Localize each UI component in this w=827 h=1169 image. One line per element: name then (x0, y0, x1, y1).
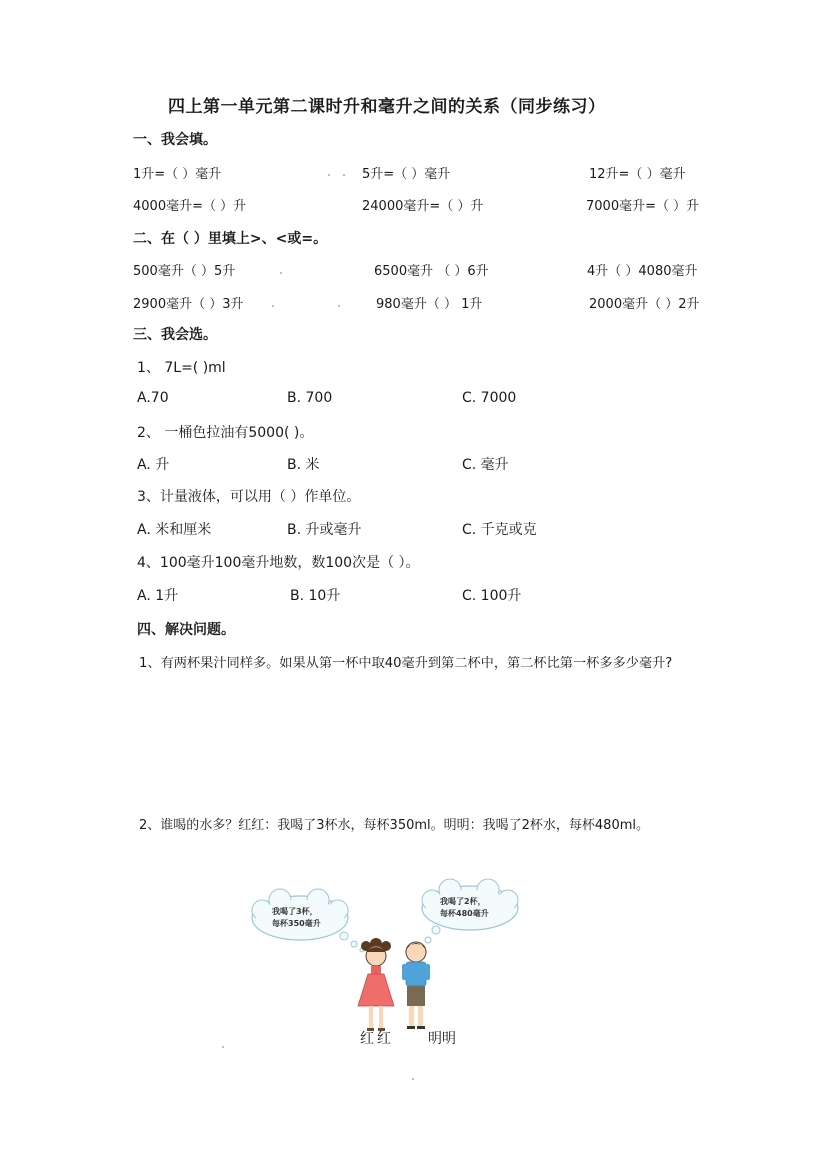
left-bubble-line-2: 每杯350毫升 (272, 919, 321, 928)
right-thought-bubble (420, 879, 518, 950)
compare-item: 2900毫升（ ）3升 (133, 297, 244, 312)
fill-item: 24000毫升=（ ）升 (362, 199, 484, 214)
question-stem: 4、100毫升100毫升地数，数100次是（ ）。 (137, 555, 420, 571)
option-b: B. 升或毫升 (287, 522, 362, 538)
right-bubble-line-2: 每杯480毫升 (440, 909, 489, 918)
option-a: A.70 (137, 390, 169, 406)
fill-item: 5升=（ ）毫升 (362, 167, 451, 182)
compare-item: 4升（ ）4080毫升 (587, 264, 698, 279)
question-stem: 2、 一桶色拉油有5000( )。 (137, 425, 314, 441)
section-3-heading: 三、我会选。 (133, 327, 217, 343)
question-stem: 3、计量液体，可以用（ ）作单位。 (137, 489, 361, 505)
problem-1: 1、有两杯果汁同样多。如果从第一杯中取40毫升到第二杯中，第二杯比第一杯多多少毫升? (139, 656, 673, 671)
scan-speck (328, 174, 330, 176)
fill-item: 1升=（ ）毫升 (133, 167, 222, 182)
scan-speck (280, 272, 282, 274)
compare-item: 2000毫升（ ）2升 (589, 297, 700, 312)
scan-speck (272, 305, 274, 307)
compare-item: 980毫升（ ） 1升 (376, 297, 483, 312)
boy-name-label: 明明 (428, 1031, 456, 1047)
option-a: A. 米和厘米 (137, 522, 212, 538)
question-stem: 1、 7L=( )ml (137, 360, 226, 376)
fill-item: 7000毫升=（ ）升 (586, 199, 700, 214)
fill-item: 4000毫升=（ ）升 (133, 199, 247, 214)
section-2-heading: 二、在（ ）里填上>、<或=。 (133, 231, 328, 247)
fill-item: 12升=（ ）毫升 (589, 167, 686, 182)
scan-speck (343, 174, 345, 176)
option-c: C. 7000 (462, 390, 517, 406)
section-4-heading: 四、解决问题。 (137, 622, 235, 638)
option-b: B. 10升 (290, 588, 341, 604)
right-bubble-line-1: 我喝了2杯， (440, 897, 486, 906)
option-a: A. 升 (137, 457, 170, 473)
left-bubble-line-1: 我喝了3杯， (272, 907, 318, 916)
option-b: B. 米 (287, 457, 320, 473)
option-c: C. 100升 (462, 588, 522, 604)
boy-figure (402, 942, 430, 1029)
scan-speck (412, 1078, 414, 1080)
option-c: C. 千克或克 (462, 522, 537, 538)
scan-speck (338, 305, 340, 307)
problem-2: 2、谁喝的水多？红红：我喝了3杯水，每杯350ml。明明：我喝了2杯水，每杯480ml。 (139, 818, 649, 833)
section-1-heading: 一、我会填。 (133, 132, 217, 148)
page-title: 四上第一单元第二课时升和毫升之间的关系（同步练习） (168, 97, 606, 117)
compare-item: 500毫升（ ）5升 (133, 264, 236, 279)
left-thought-bubble (252, 889, 364, 952)
compare-item: 6500毫升 （ ）6升 (374, 264, 489, 279)
option-c: C. 毫升 (462, 457, 509, 473)
scan-speck (222, 1046, 224, 1048)
girl-name-label: 红红 (360, 1031, 394, 1047)
option-b: B. 700 (287, 390, 333, 406)
option-a: A. 1升 (137, 588, 179, 604)
